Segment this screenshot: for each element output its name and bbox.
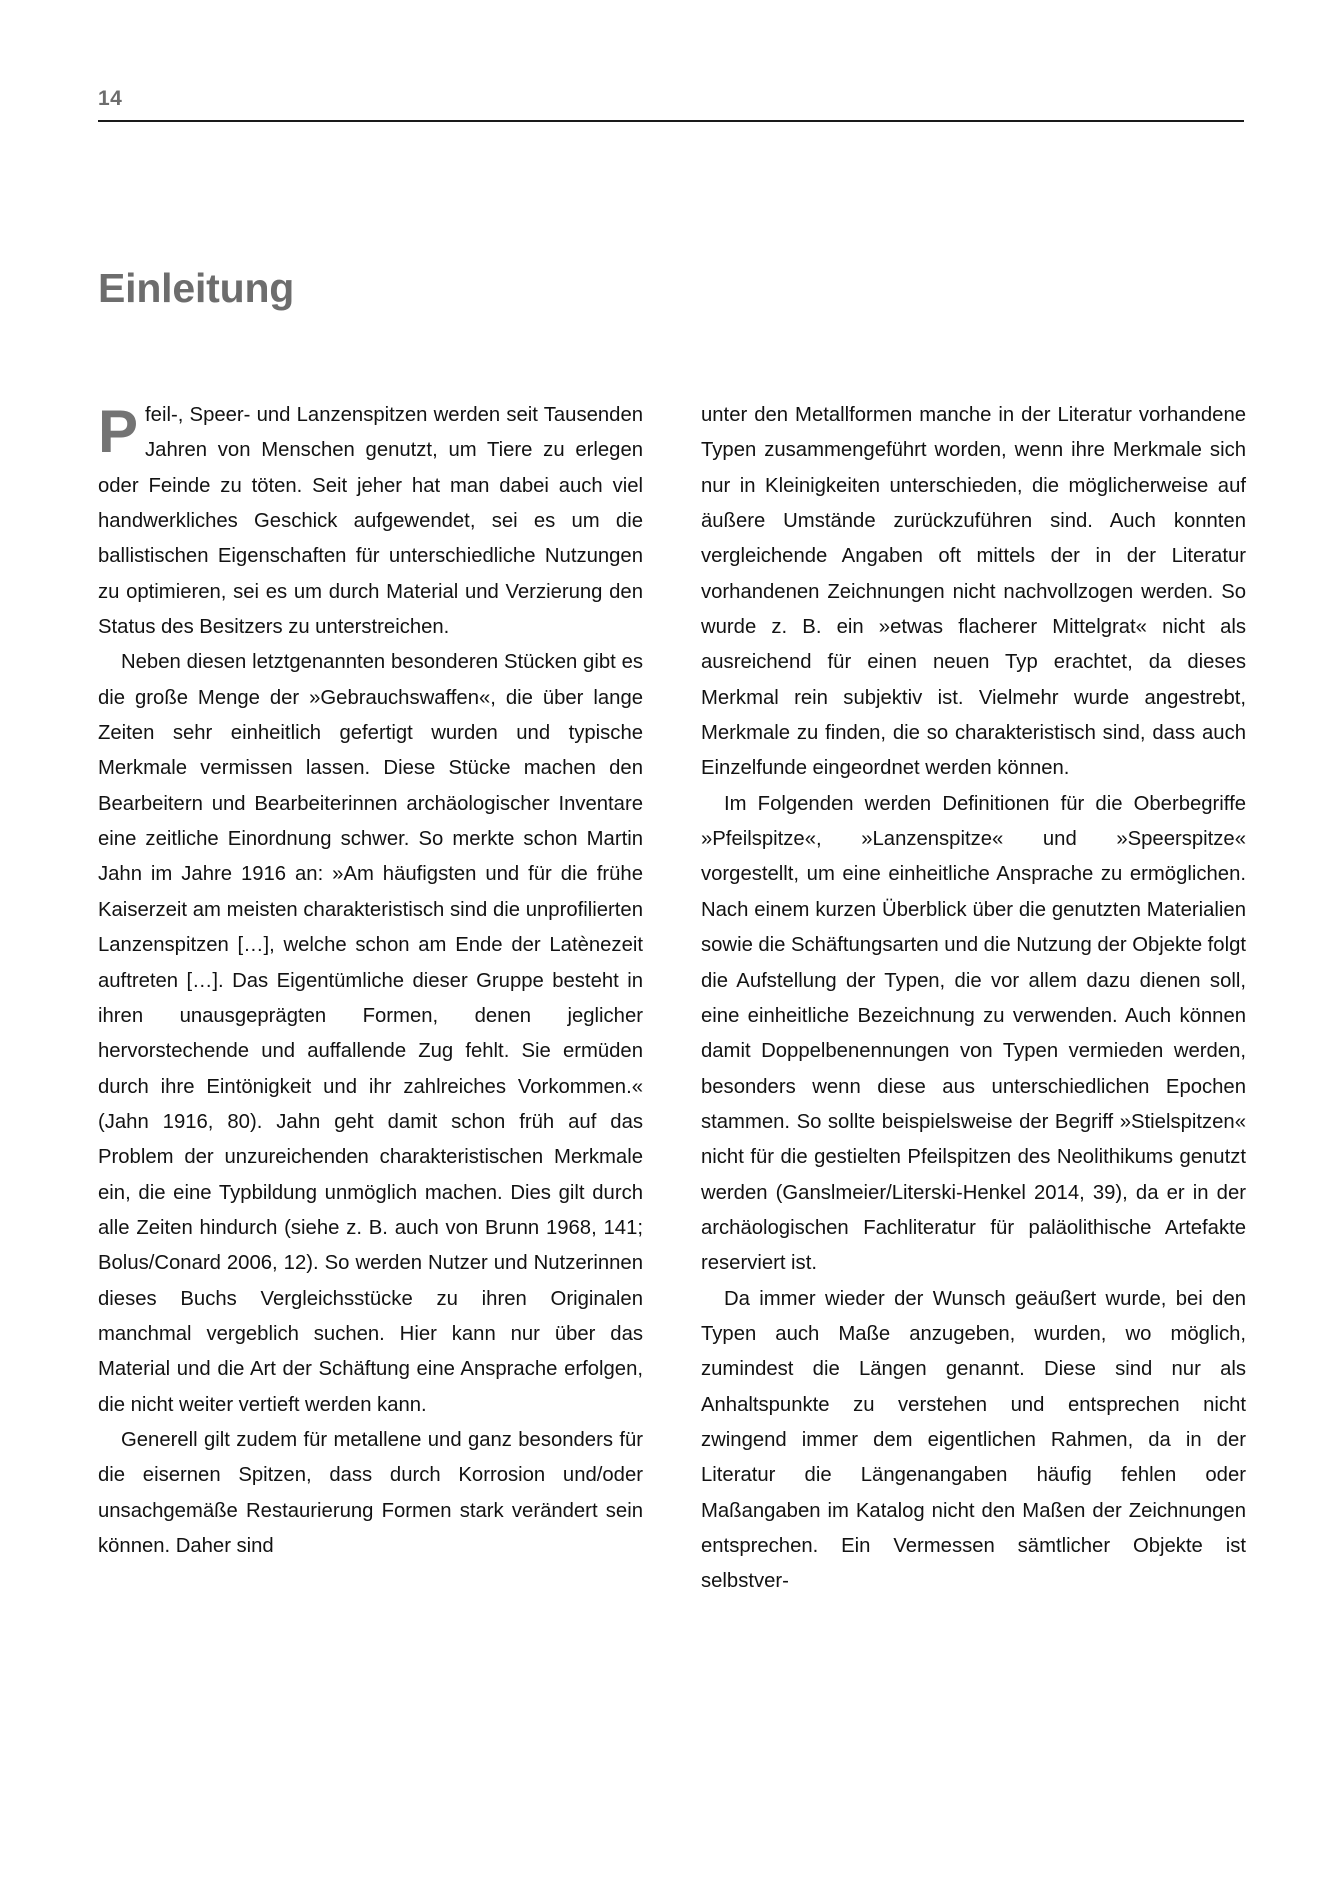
chapter-title: Einleitung xyxy=(98,265,295,312)
paragraph-intro: Pfeil-, Speer- und Lanzenspitzen werden seit Tausenden Jahren von Menschen genutzt, um Tiere zu erlegen oder Feinde zu töten. Seit jeher hat man dabei auch viel handwerkliches Geschick aufgewendet, sei es um die ballistischen Eigenschaften für unterschiedliche Nutzungen zu optimieren, sei es um durch Material und Verzierung den Status des Besitzers zu unterstreichen. xyxy=(98,398,643,639)
paragraph: Im Folgenden werden Definitionen für die Oberbegriffe »Pfeilspitze«, »Lanzenspitze« und »Speerspitze« vorgestellt, um eine einheitliche Ansprache zu ermöglichen. Nach einem kurzen Überblick über die genutzten Materialien sowie die Schäftungsarten und die Nutzung der Objekte folgt die Aufstellung der Typen, die vor allem dazu dienen soll, eine einheitliche Bezeichnung zu verwenden. Auch können damit Doppelbenennungen von Typen vermieden werden, besonders wenn diese aus unterschiedlichen Epochen stammen. So sollte beispielsweise der Begriff »Stielspitzen« nicht für die gestielten Pfeilspitzen des Neolithikums genutzt werden (Ganslmeier/Literski-Henkel 2014, 39), da er in der archäologischen Fachliteratur für paläolithische Artefakte reserviert ist. xyxy=(701,792,1246,1275)
page-number: 14 xyxy=(98,87,123,110)
paragraph: Da immer wieder der Wunsch geäußert wurde, bei den Typen auch Maße anzugeben, wurden, wo möglich, zumindest die Längen genannt. Diese sind nur als Anhaltspunkte zu verstehen und entsprechen nicht zwingend immer dem eigentlichen Rahmen, da in der Literatur die Längenangaben häufig fehlen oder Maßangaben im Katalog nicht den Maßen der Zeichnungen entsprechen. Ein Vermessen sämtlicher Objekte ist selbstver- xyxy=(701,1287,1246,1593)
paragraph: Generell gilt zudem für metallene und ganz besonders für die eisernen Spitzen, dass durch Korrosion und/oder unsachgemäße Restaurierung Formen stark verändert sein können. Daher sind xyxy=(98,1428,643,1557)
paragraph-continued: unter den Metallformen manche in der Literatur vorhandene Typen zusammengeführt worden, wenn ihre Merkmale sich nur in Kleinigkeiten unterschieden, die möglicherweise auf äußere Umstände zurückzuführen sind. Auch konnten vergleichende Angaben oft mittels der in der Literatur vorhandenen Zeichnungen nicht nachvollzogen werden. So wurde z. B. ein »etwas flacherer Mittelgrat« nicht als ausreichend für einen neuen Typ erachtet, da dieses Merkmal rein subjektiv ist. Vielmehr wurde angestrebt, Merkmale zu finden, die so charakteristisch sind, dass auch Einzelfunde eingeordnet werden können. xyxy=(701,404,1246,780)
paragraph: Neben diesen letztgenannten besonderen Stücken gibt es die große Menge der »Gebrauchswaffen«, die über lange Zeiten sehr einheitlich gefertigt wurden und typische Merkmale vermissen lassen. Diese Stücke machen den Bearbeitern und Bearbeiterinnen archäologischer Inventare eine zeitliche Einordnung schwer. So merkte schon Martin Jahn im Jahre 1916 an: »Am häufigsten und für die frühe Kaiserzeit am meisten charakteristisch sind die unprofilierten Lanzenspitzen […], welche schon am Ende der Latènezeit auftreten […]. Das Eigentümliche dieser Gruppe besteht in ihren unausgeprägten Formen, denen jeglicher hervorstechende und auffallende Zug fehlt. Sie ermüden durch ihre Eintönigkeit und ihr zahlreiches Vorkommen.« (Jahn 1916, 80). Jahn geht damit schon früh auf das Problem der unzureichenden charakteristischen Merkmale ein, die eine Typbildung unmöglich machen. Dies gilt durch alle Zeiten hindurch (siehe z. B. auch von Brunn 1968, 141; Bolus/Conard 2006, 12). So werden Nutzer und Nutzerinnen dieses Buchs Vergleichsstücke zu ihren Originalen manchmal vergeblich suchen. Hier kann nur über das Material und die Art der Schäftung eine Ansprache erfolgen, die nicht weiter vertieft werden kann. xyxy=(98,651,643,1416)
left-column xyxy=(98,398,643,1600)
right-column xyxy=(701,398,1246,1600)
body-columns xyxy=(98,398,1246,1600)
running-header xyxy=(98,88,1244,122)
header-divider xyxy=(98,120,1244,122)
